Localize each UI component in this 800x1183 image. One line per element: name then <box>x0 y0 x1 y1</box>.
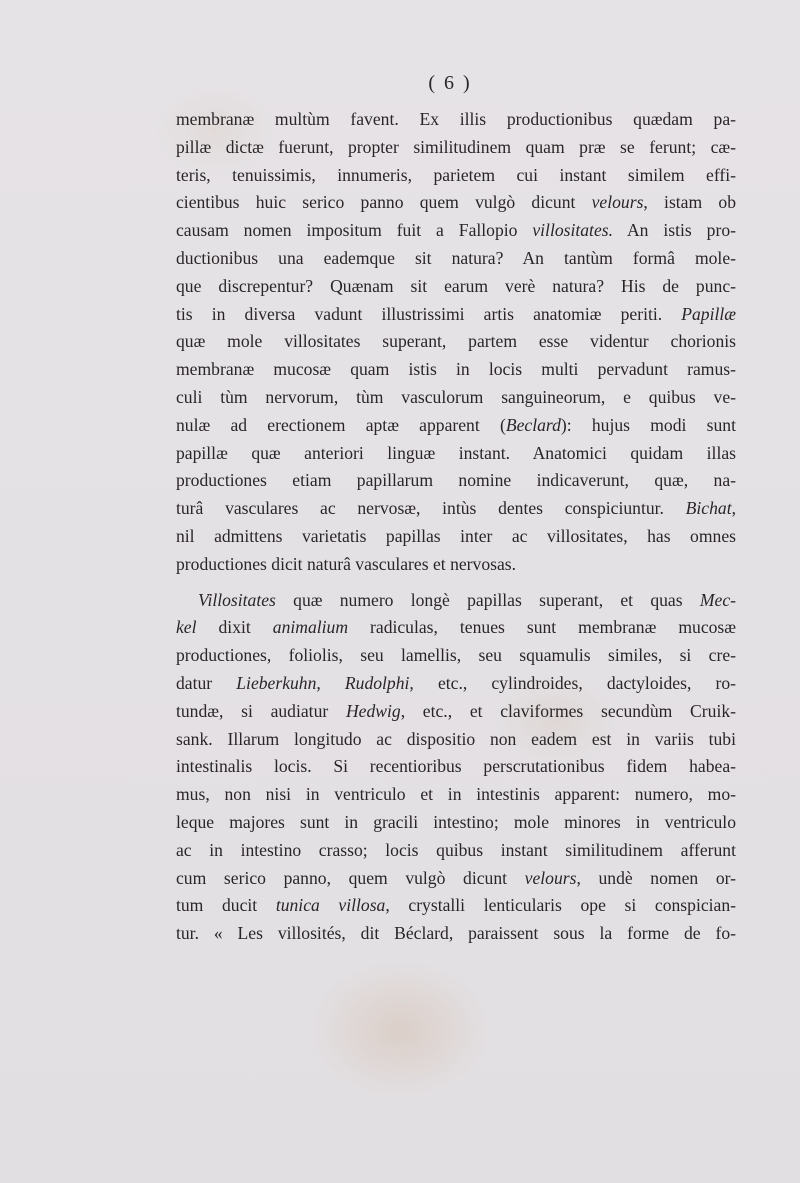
page-number: ( 6 ) <box>428 72 472 94</box>
italic-text-run: Villositates <box>198 589 276 610</box>
text-line <box>176 273 736 301</box>
text-line <box>176 865 736 893</box>
text-run: quæ numero longè papillas superant, et quas <box>275 589 700 610</box>
text-run: sank. Illarum longitudo ac dispositio non eadem est in variis tubi <box>176 728 736 749</box>
text-run: membranæ mucosæ quam istis in locis multi pervadunt ramus- <box>176 359 736 380</box>
text-run: ac in intestino crasso; locis quibus instant similitudinem afferunt <box>176 839 736 860</box>
text-line <box>176 217 736 245</box>
text-line <box>176 467 736 495</box>
italic-text-run: Hedwig <box>345 700 401 721</box>
text-run: , <box>731 498 736 519</box>
text-run: quæ mole villositates superant, partem esse videntur chorionis <box>176 331 736 352</box>
text-line <box>176 523 736 551</box>
text-run: An istis pro- <box>613 220 736 241</box>
text-line <box>176 781 736 809</box>
italic-text-run: velours <box>524 867 577 888</box>
text-run: radiculas, tenues sunt membranæ mucosæ <box>348 617 737 638</box>
text-run: membranæ multùm favent. Ex illis productionibus quædam pa- <box>176 109 736 129</box>
text-line <box>176 245 736 273</box>
text-run: teris, tenuissimis, innumeris, parietem cui instant similem effi- <box>176 164 736 185</box>
text-run: tur. « Les villosités, dit Béclard, paraissent sous la forme de fo- <box>176 923 736 944</box>
text-run: papillæ quæ anteriori linguæ instant. Anatomici quidam illas <box>176 442 736 463</box>
text-line <box>176 384 736 412</box>
text-line <box>176 698 736 726</box>
text-run: nulæ ad erectionem aptæ apparent ( <box>176 414 506 435</box>
text-line <box>176 809 736 837</box>
text-line <box>176 356 736 384</box>
text-run: tundæ, si audiatur <box>176 700 346 721</box>
text-run: pillæ dictæ fuerunt, propter similitudinem quam præ se ferunt; cæ- <box>176 136 736 157</box>
text-line <box>176 106 736 134</box>
italic-text-run: kel <box>176 617 197 638</box>
text-line <box>176 587 736 615</box>
italic-text-run: Papillæ <box>681 303 736 324</box>
text-line <box>176 670 736 698</box>
text-run: intestinalis locis. Si recentioribus perscrutationibus fidem habea- <box>176 756 736 777</box>
text-run: productiones etiam papillarum nomine indicaverunt, quæ, na- <box>176 470 736 491</box>
text-run: etc., cylindroides, dactyloides, ro- <box>413 672 736 693</box>
text-line <box>176 892 736 920</box>
text-run: culi tùm nervorum, tùm vasculorum sanguineorum, e quibus ve- <box>176 386 736 407</box>
italic-text-run: animalium <box>272 617 349 638</box>
text-line <box>176 162 736 190</box>
text-line <box>176 642 736 670</box>
text-line <box>176 412 736 440</box>
text-line <box>176 920 736 948</box>
text-run: ductionibus una eademque sit natura? An tantùm formâ mole- <box>176 247 736 268</box>
text-run: productiones, foliolis, seu lamellis, seu squamulis similes, si cre- <box>176 645 736 666</box>
text-line <box>176 440 736 468</box>
text-line <box>176 328 736 356</box>
text-run: , istam ob <box>643 192 737 213</box>
text-line <box>176 189 736 217</box>
text-run: mus, non nisi in ventriculo et in intestinis apparent: numero, mo- <box>176 784 736 805</box>
text-line <box>176 495 736 523</box>
text-run: , etc., et claviformes secundùm Cruik- <box>400 700 736 721</box>
text-run: turâ vasculares ac nervosæ, intùs dentes conspiciuntur. <box>176 498 686 519</box>
text-line <box>176 134 736 162</box>
page-text <box>176 106 736 948</box>
text-line <box>176 837 736 865</box>
text-run: cientibus huic serico panno quem vulgò dicunt <box>176 192 592 213</box>
text-run: que discrepentur? Quænam sit earum verè natura? His de punc- <box>176 275 736 296</box>
text-line <box>176 726 736 754</box>
text-run: productiones dicit naturâ vasculares et nervosas. <box>176 553 517 574</box>
text-run: cum serico panno, quem vulgò dicunt <box>176 867 525 888</box>
text-run: datur <box>176 672 237 693</box>
italic-text-run: Bichat <box>685 498 732 519</box>
text-run: nil admittens varietatis papillas inter ac villositates, has omnes <box>176 525 736 546</box>
text-run: causam nomen impositum fuit a Fallopio <box>176 220 533 241</box>
text-run: leque majores sunt in gracili intestino; mole minores in ventriculo <box>176 811 736 832</box>
italic-text-run: villositates. <box>532 220 613 241</box>
italic-text-run: Mec- <box>699 589 736 610</box>
italic-text-run: Lieberkuhn, Rudolphi, <box>236 672 414 693</box>
paragraph-gap <box>176 579 736 587</box>
text-line <box>176 301 736 329</box>
text-line <box>176 753 736 781</box>
text-run: , undè nomen or- <box>576 867 736 888</box>
text-run: ): hujus modi sunt <box>560 414 736 435</box>
text-run: tum ducit <box>176 895 276 916</box>
text-line <box>176 551 736 579</box>
text-run: dixit <box>196 617 273 638</box>
text-line <box>176 614 736 642</box>
italic-text-run: velours <box>591 192 644 213</box>
italic-text-run: Beclard <box>505 414 561 435</box>
text-run: , crystalli lenticularis ope si conspician- <box>385 895 736 916</box>
text-run: tis in diversa vadunt illustrissimi artis anatomiæ periti. <box>176 303 682 324</box>
italic-text-run: tunica villosa <box>275 895 386 916</box>
